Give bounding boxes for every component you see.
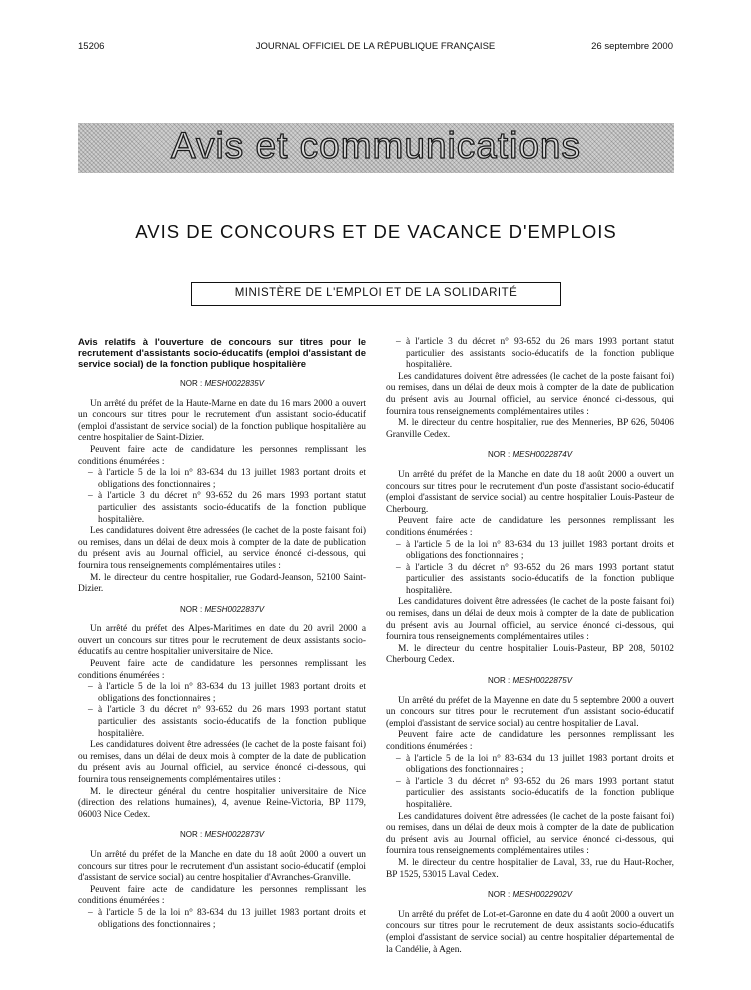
address: M. le directeur du centre hospitalier, rue des Menneries, BP 626, 50406 Granville Cedex. (386, 418, 674, 440)
list-item: – à l'article 5 de la loi n° 83-634 du 13 juillet 1983 portant droits et obligations des fonctionnaires ; (78, 682, 366, 705)
paragraph: Un arrêté du préfet de la Manche en date du 18 août 2000 a ouvert un concours sur titres pour le recrutement d'un assistant socio-éducatif (emploi d'assistant de service social) au centre hospitalier d'Avranches-Granville. (78, 849, 366, 884)
paragraph: Un arrêté du préfet de la Manche en date du 18 août 2000 a ouvert un concours sur titres pour le recrutement d'un poste d'assistant socio-éducatif (emploi d'assistant de service social) au centre hospitalier Louis-Pasteur de Cherbourg. (386, 469, 674, 515)
page-number: 15206 (78, 41, 105, 52)
paragraph: Les candidatures doivent être adressées (le cachet de la poste faisant foi) ou remises, dans un délai de deux mois à compter de la date de publication du présent avis au Journal officiel, au service énoncé ci-dessous, qui fournira tous renseignements complémentaires utiles : (78, 740, 366, 785)
address: M. le directeur du centre hospitalier, rue Godard-Jeanson, 52100 Saint-Dizier. (78, 572, 366, 595)
notice-title: Avis relatifs à l'ouverture de concours sur titres pour le recrutement d'assistants socio-éducatifs (emploi d'assistant de service social) de la fonction publique hospitalière (78, 337, 366, 370)
nor-reference: NOR : MESH0022873V (179, 830, 265, 840)
section-banner (78, 123, 674, 173)
paragraph: Peuvent faire acte de candidature les personnes remplissant les conditions énumérées : (78, 444, 366, 467)
paragraph: Les candidatures doivent être adressées (le cachet de la poste faisant foi) ou remises, dans un délai de deux mois à compter de la date de publication du présent avis au Journal officiel, au service énoncé ci-dessous, qui fournira tous renseignements complémentaires utiles : (386, 371, 674, 417)
paragraph: Un arrêté du préfet de Lot-et-Garonne en date du 4 août 2000 a ouvert un concours sur titres pour le recrutement de deux assistants socio-éducatifs (emploi d'assistant de service social) au centre hospitalier départemental de la Candélie, à Agen. (386, 909, 674, 955)
list-item: – à l'article 5 de la loi n° 83-634 du 13 juillet 1983 portant droits et obligations des fonctionnaires ; (386, 754, 674, 777)
paragraph: Peuvent faire acte de candidature les personnes remplissant les conditions énumérées : (386, 730, 674, 752)
list-item: – à l'article 5 de la loi n° 83-634 du 13 juillet 1983 portant droits et obligations des fonctionnaires ; (386, 540, 674, 563)
list-item: – à l'article 3 du décret n° 93-652 du 26 mars 1993 portant statut particulier des assistants socio-éducatifs de la fonction publique hospitalière. (386, 563, 674, 598)
list-item: – à l'article 5 de la loi n° 83-634 du 13 juillet 1983 portant droits et obligations des fonctionnaires ; (78, 468, 366, 491)
journal-name: JOURNAL OFFICIEL DE LA RÉPUBLIQUE FRANÇAISE (255, 41, 496, 52)
issue-date: 26 septembre 2000 (591, 41, 673, 52)
ministry-box: MINISTÈRE DE L'EMPLOI ET DE LA SOLIDARITÉ (191, 282, 561, 306)
banner-title: Avis et communications (171, 125, 581, 166)
nor-reference: NOR : MESH0022874V (487, 450, 573, 460)
paragraph: Peuvent faire acte de candidature les personnes remplissant les conditions énumérées : (386, 516, 674, 538)
paragraph: Peuvent faire acte de candidature les personnes remplissant les conditions énumérées : (78, 659, 366, 681)
nor-reference: NOR : MESH0022837V (179, 604, 265, 614)
paragraph: Peuvent faire acte de candidature les personnes remplissant les conditions énumérées : (78, 884, 366, 907)
nor-reference: NOR : MESH0022835V (179, 379, 265, 388)
left-column (78, 337, 366, 931)
running-header (78, 41, 673, 55)
list-item: – à l'article 5 de la loi n° 83-634 du 13 juillet 1983 portant droits et obligations des fonctionnaires ; (78, 908, 366, 931)
list-item: – à l'article 3 du décret n° 93-652 du 26 mars 1993 portant statut particulier des assistants socio-éducatifs de la fonction publique hospitalière. (78, 491, 366, 526)
list-item: – à l'article 3 du décret n° 93-652 du 26 mars 1993 portant statut particulier des assistants socio-éducatifs de la fonction publique hospitalière. (78, 705, 366, 740)
nor-reference: NOR : MESH0022902V (487, 890, 573, 900)
address: M. le directeur du centre hospitalier Louis-Pasteur, BP 208, 50102 Cherbourg Cedex. (386, 643, 674, 666)
list-item: – à l'article 3 du décret n° 93-652 du 26 mars 1993 portant statut particulier des assistants socio-éducatifs de la fonction publique hospitalière. (386, 777, 674, 812)
address: M. le directeur général du centre hospitalier universitaire de Nice (direction des relations humaines), 4, avenue Reine-Victoria, BP 1179, 06003 Nice Cedex. (78, 786, 366, 820)
paragraph: Les candidatures doivent être adressées (le cachet de la poste faisant foi) ou remises, dans un délai de deux mois à compter de la date de publication du présent avis au Journal officiel, au service énoncé ci-dessous, qui fournira tous renseignements complémentaires utiles : (78, 526, 366, 571)
nor-reference: NOR : MESH0022875V (487, 676, 573, 686)
paragraph: Un arrêté du préfet des Alpes-Maritimes en date du 20 avril 2000 a ouvert un concours sur titres pour le recrutement de deux assistants socio-éducatifs au centre hospitalier universitaire de Nice. (78, 624, 366, 658)
address: M. le directeur du centre hospitalier de Laval, 33, rue du Haut-Rocher, BP 1525, 53015 Laval Cedex. (386, 857, 674, 880)
list-item: – à l'article 3 du décret n° 93-652 du 26 mars 1993 portant statut particulier des assistants socio-éducatifs de la fonction publique hospitalière. (386, 337, 674, 372)
section-title: AVIS DE CONCOURS ET DE VACANCE D'EMPLOIS (135, 221, 617, 242)
paragraph: Les candidatures doivent être adressées (le cachet de la poste faisant foi) ou remises, dans un délai de deux mois à compter de la date de publication du présent avis au Journal officiel, au service énoncé ci-dessous, qui fournira tous renseignements complémentaires utiles : (386, 811, 674, 857)
paragraph: Un arrêté du préfet de la Haute-Marne en date du 16 mars 2000 a ouvert un concours sur titres pour le recrutement d'un assistant socio-éducatif (emploi d'assistant de service social) de la fonction publique hospitalière au centre hospitalier de Saint-Dizier. (78, 398, 366, 444)
paragraph: Les candidatures doivent être adressées (le cachet de la poste faisant foi) ou remises, dans un délai de deux mois à compter de la date de publication du présent avis au Journal officiel, au service énoncé ci-dessous, qui fournira tous renseignements complémentaires utiles : (386, 597, 674, 643)
right-column (386, 337, 674, 956)
paragraph: Un arrêté du préfet de la Mayenne en date du 5 septembre 2000 a ouvert un concours sur titres pour le recrutement d'un assistant socio-éducatif (emploi d'assistant de service social) au centre hospitalier de Laval. (386, 695, 674, 729)
